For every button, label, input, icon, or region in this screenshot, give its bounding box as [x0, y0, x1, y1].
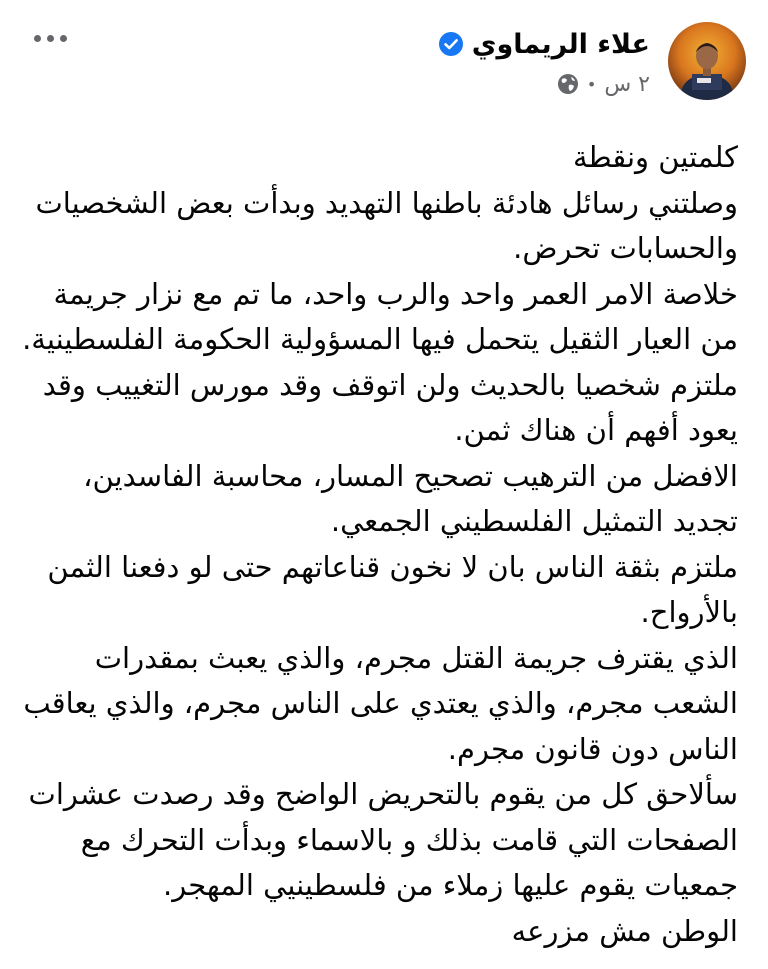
author-avatar[interactable] [668, 22, 746, 100]
post-text [18, 135, 738, 954]
more-options-button[interactable] [30, 22, 70, 54]
verified-badge-icon [438, 31, 464, 57]
author-row [438, 22, 650, 66]
post-paragraph: الوطن مش مزرعه [511, 913, 738, 948]
meta-separator: • [586, 74, 597, 94]
post-paragraph: ملتزم شخصيا بالحديث ولن اتوقف وقد مورس التغييب وقد يعود أفهم أن هناك ثمن. [42, 367, 738, 447]
post-paragraph: سألاحق كل من يقوم بالتحريض الواضح وقد رصدت عشرات الصفحات التي قامت بذلك و بالاسماء وبدأت التحرك مع جمعيات يقوم عليها زملاء من فلسطينيي المهجر. [28, 777, 738, 902]
post-paragraph: الافضل من الترهيب تصحيح المسار، محاسبة الفاسدين، تجديد التمثيل الفلسطيني الجمعي. [83, 458, 738, 538]
more-dots-icon [34, 35, 41, 42]
author-name[interactable]: علاء الريماوي [471, 28, 650, 60]
post-meta [557, 66, 650, 102]
post-paragraph: وصلتني رسائل هادئة باطنها التهديد وبدأت بعض الشخصيات والحسابات تحرض. [35, 185, 738, 265]
post-paragraph: خلاصة الامر العمر واحد والرب واحد، ما تم مع نزار جريمة من العيار الثقيل يتحمل فيها المسؤولية الحكومة الفلسطينية. [22, 276, 738, 356]
post-header [0, 0, 768, 115]
post-paragraph: كلمتين ونقطة [572, 140, 738, 174]
post-timestamp[interactable]: ٢ س [604, 71, 650, 97]
author-block [438, 22, 650, 102]
post-paragraph: الذي يقترف جريمة القتل مجرم، والذي يعبث بمقدرات الشعب مجرم، والذي يعتدي على الناس مجرم، والذي يعاقب الناس دون قانون مجرم. [23, 640, 738, 766]
person-avatar-icon [668, 22, 746, 100]
post-paragraph: ملتزم بثقة الناس بان لا نخون قناعاتهم حتى لو دفعنا الثمن بالأرواح. [47, 549, 738, 629]
globe-icon[interactable] [557, 73, 579, 95]
